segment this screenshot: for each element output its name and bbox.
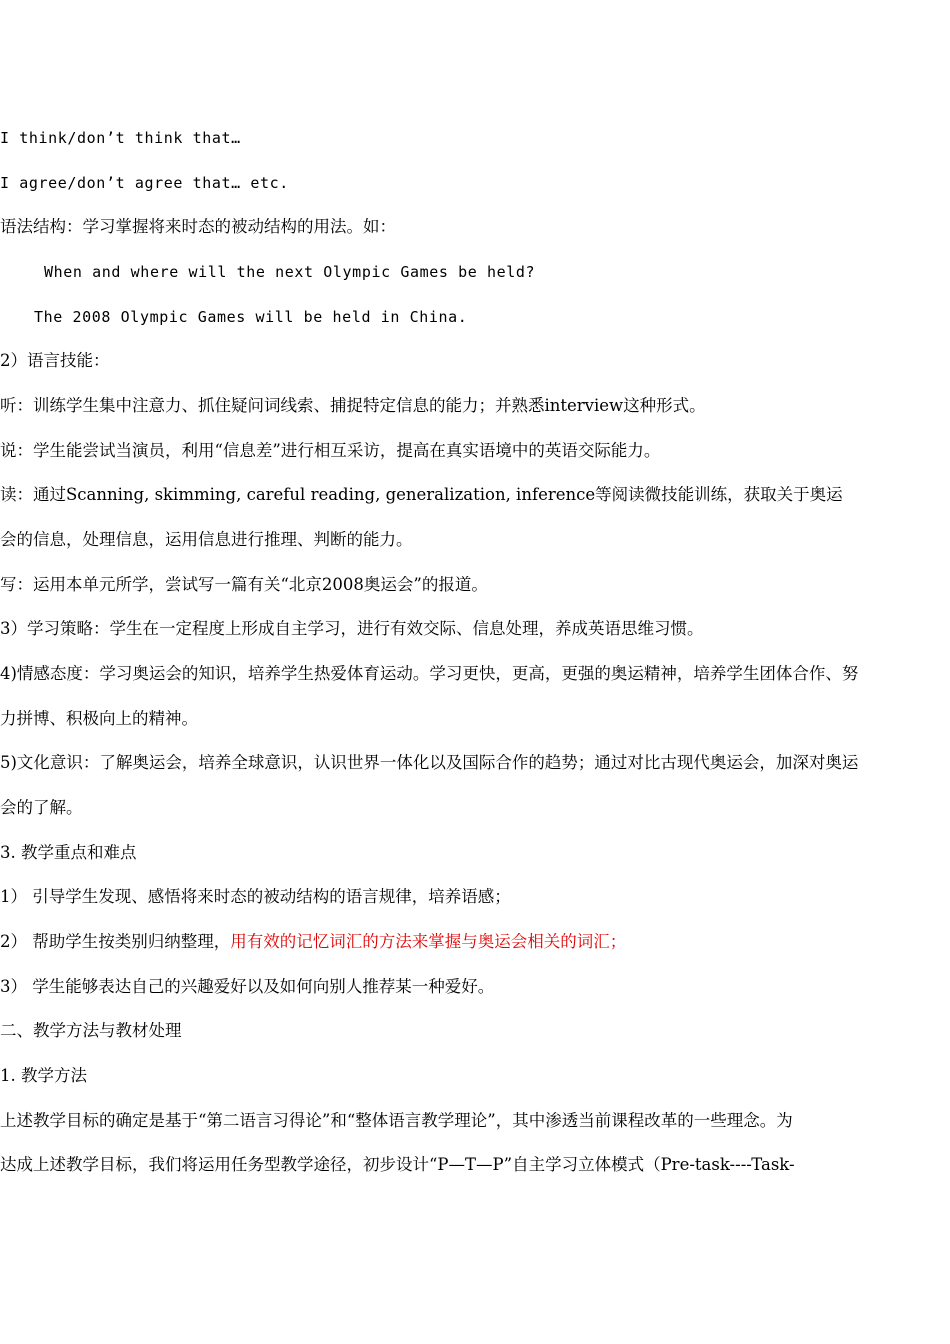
reading-paragraph-line2: 会的信息，处理信息，运用信息进行推理、判断的能力。	[0, 530, 413, 549]
language-skills-heading: 2）语言技能：	[0, 351, 110, 370]
expression-line-think: I think/don’t think that…	[0, 129, 241, 147]
attitude-paragraph-line2: 力拼博、积极向上的精神。	[0, 709, 198, 728]
example-sentence-question: When and where will the next Olympic Games be held?	[44, 263, 536, 281]
learning-strategy-paragraph: 3）学习策略：学生在一定程度上形成自主学习，进行有效交际、信息处理，养成英语思维习惯。	[0, 619, 704, 638]
key-point-item-1: 1） 引导学生发现、感悟将来时态的被动结构的语言规律，培养语感；	[0, 887, 511, 906]
key-point-item-2-text: 2） 帮助学生按类别归纳整理，	[0, 932, 231, 951]
writing-paragraph: 写：运用本单元所学，尝试写一篇有关“北京2008奥运会”的报道。	[0, 575, 488, 594]
key-point-item-2-highlight: 用有效的记忆词汇的方法来掌握与奥运会相关的词汇；	[230, 932, 627, 951]
expression-line-agree: I agree/don’t agree that… etc.	[0, 174, 289, 192]
method-paragraph-line1: 上述教学目标的确定是基于“第二语言习得论”和“整体语言教学理论”，其中渗透当前课程改革的一些理念。为	[0, 1111, 793, 1130]
section-two-heading: 二、教学方法与教材处理	[0, 1021, 182, 1040]
method-paragraph-line2: 达成上述教学目标，我们将运用任务型教学途径，初步设计“P—T—P”自主学习立体模式（Pre-task----Task-	[0, 1155, 795, 1174]
key-point-item-3: 3） 学生能够表达自己的兴趣爱好以及如何向别人推荐某一种爱好。	[0, 977, 495, 996]
listening-paragraph: 听：训练学生集中注意力、抓住疑问词线索、捕捉特定信息的能力；并熟悉interview这种形式。	[0, 396, 706, 415]
attitude-paragraph-line1: 4)情感态度：学习奥运会的知识，培养学生热爱体育运动。学习更快，更高，更强的奥运精神，培养学生团体合作、努	[0, 664, 859, 683]
key-point-item-2	[0, 931, 950, 953]
speaking-paragraph: 说：学生能尝试当演员，利用“信息差”进行相互采访，提高在真实语境中的英语交际能力。	[0, 441, 661, 460]
grammar-structure-line: 语法结构：学习掌握将来时态的被动结构的用法。如：	[0, 217, 396, 236]
key-points-heading: 3. 教学重点和难点	[0, 843, 137, 862]
teaching-method-heading: 1. 教学方法	[0, 1066, 87, 1085]
culture-paragraph-line1: 5)文化意识：了解奥运会，培养全球意识，认识世界一体化以及国际合作的趋势；通过对比古现代奥运会，加深对奥运	[0, 753, 859, 772]
culture-paragraph-line2: 会的了解。	[0, 798, 83, 817]
example-sentence-answer: The 2008 Olympic Games will be held in China.	[34, 308, 468, 326]
reading-paragraph-line1: 读：通过Scanning, skimming, careful reading, generalization, inference等阅读微技能训练，获取关于奥运	[0, 485, 843, 504]
